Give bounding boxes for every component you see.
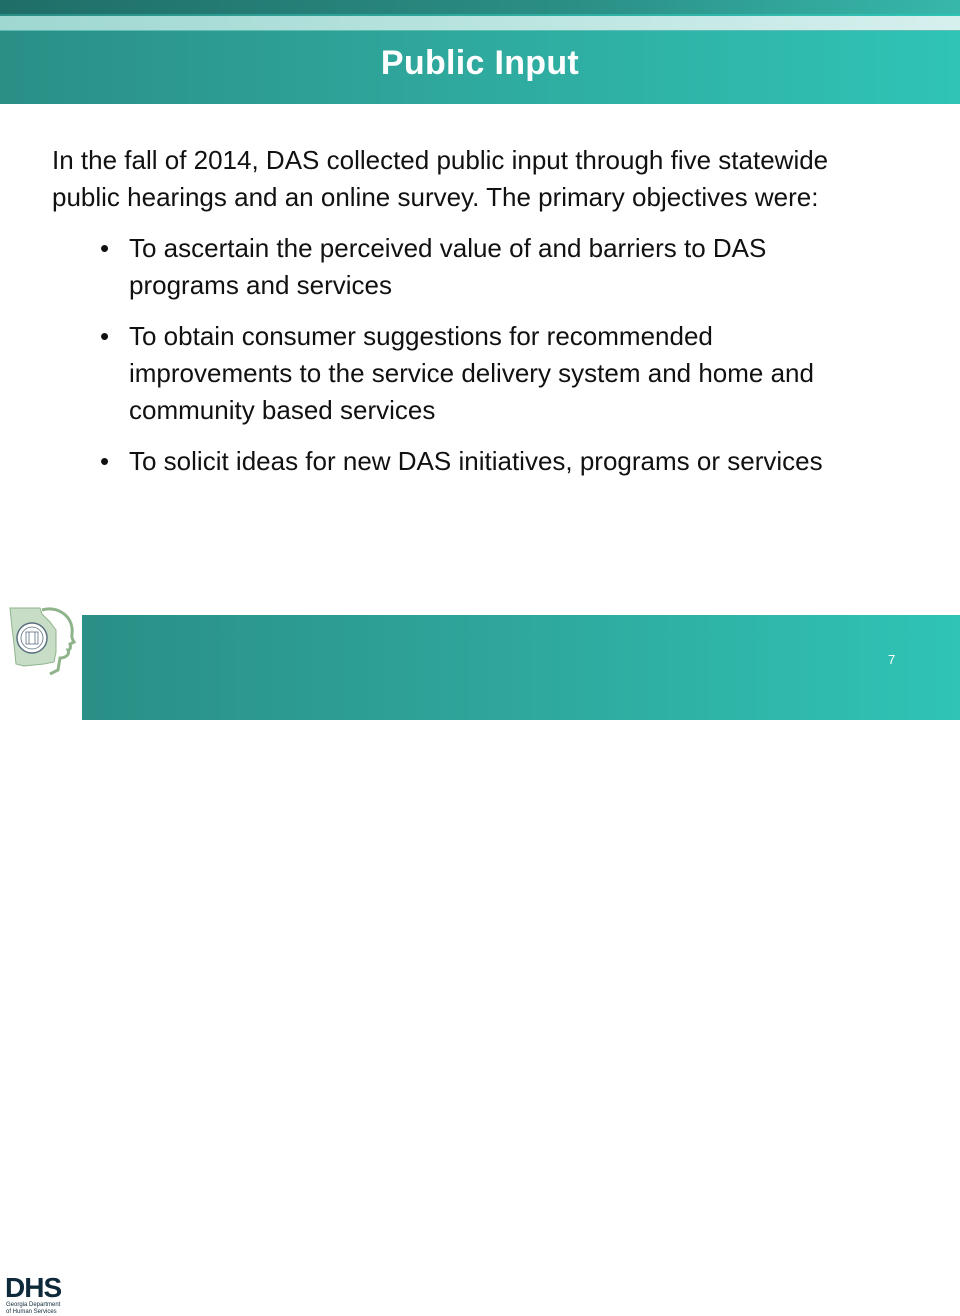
- bullet-icon: •: [100, 446, 110, 476]
- bullet-text: To ascertain the perceived value of and barriers to DAS programs and services: [129, 233, 767, 300]
- slide-title: Public Input: [380, 44, 580, 82]
- dhs-logo: [0, 600, 82, 1315]
- page-number: 7: [888, 652, 896, 667]
- bullet-text: To obtain consumer suggestions for recommended improvements to the service delivery system and home and community based services: [129, 321, 814, 425]
- top-stripe-light: [0, 16, 960, 31]
- list-item: [52, 443, 872, 480]
- logo-subtitle: [6, 1302, 66, 1316]
- footer-band: [82, 615, 960, 720]
- bullet-text: To solicit ideas for new DAS initiatives, programs or services: [129, 446, 823, 476]
- logo-wordmark: DHS: [5, 1272, 62, 1303]
- intro-paragraph: In the fall of 2014, DAS collected public input through five statewide public hearings and an online survey. The primary objectives were:: [52, 145, 829, 212]
- slide-body: [52, 142, 872, 494]
- objectives-list: [52, 230, 872, 480]
- bullet-icon: •: [100, 233, 110, 263]
- list-item: [52, 230, 872, 304]
- bullet-icon: •: [100, 321, 110, 351]
- logo-subtitle-line-1: Georgia Department: [6, 1302, 61, 1308]
- top-stripe-dark: [0, 0, 960, 14]
- georgia-profile-logo-icon: [4, 604, 82, 678]
- list-item: [52, 318, 872, 429]
- logo-subtitle-line-2: of Human Services: [6, 1309, 57, 1315]
